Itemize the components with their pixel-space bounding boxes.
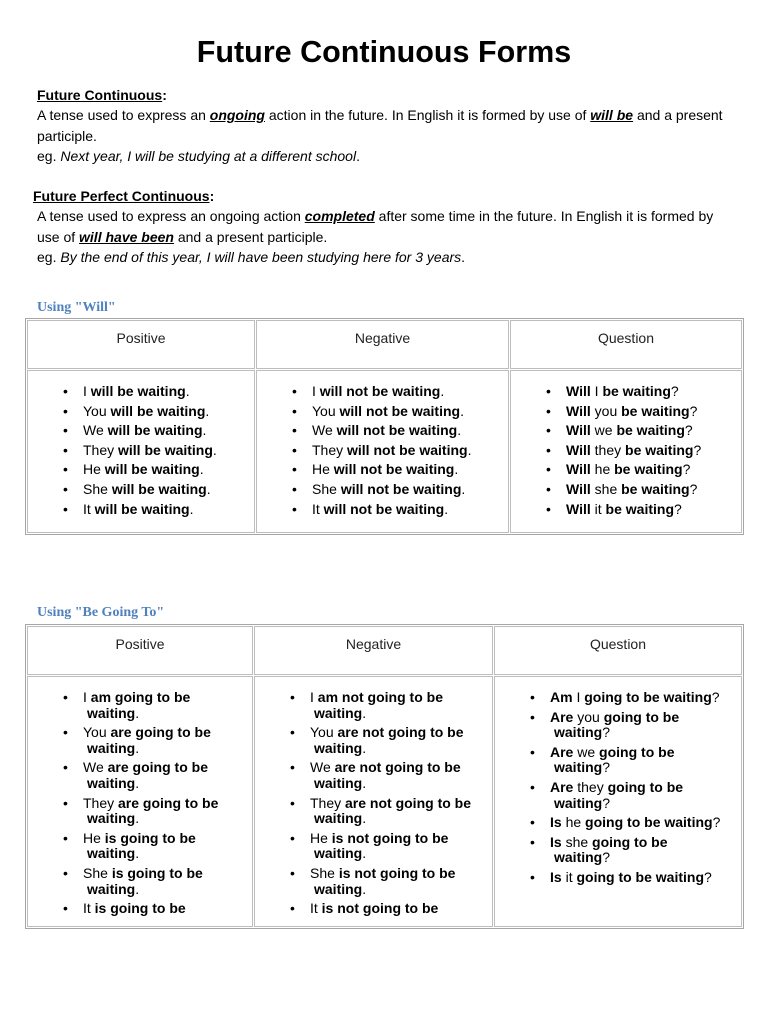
list-item [83, 724, 240, 756]
list-item [310, 724, 480, 756]
header-positive: Positive [27, 320, 255, 369]
text-run: ? [693, 441, 702, 458]
list-item [310, 864, 480, 897]
text-run: I [590, 383, 603, 399]
text-run: She [310, 864, 339, 881]
text-run: you [573, 708, 604, 725]
emphasized-text: going to be waiting [585, 814, 713, 831]
text-run: You [312, 402, 340, 419]
term-colon: : [162, 87, 167, 103]
text-run: ? [712, 814, 721, 831]
term-heading [33, 186, 732, 206]
text-run: ? [689, 480, 698, 497]
list-item [550, 708, 724, 741]
text-run: . [185, 383, 190, 399]
text-run: ? [602, 794, 611, 811]
text-run: He [83, 829, 105, 846]
definition-text [37, 206, 732, 247]
table-row [27, 370, 742, 533]
emphasized-text: completed [304, 208, 375, 225]
text-run: eg. [37, 248, 61, 265]
emphasized-text: be waiting [616, 422, 685, 439]
text-run: ? [684, 422, 693, 439]
text-run: eg. [37, 147, 61, 164]
text-run: She [83, 480, 112, 497]
list-item [83, 794, 240, 827]
emphasized-text: going to be waiting [554, 743, 675, 776]
emphasized-text: will be waiting [90, 383, 186, 399]
text-run: it [590, 500, 606, 517]
header-negative: Negative [256, 320, 509, 369]
table-row [27, 676, 742, 927]
text-run: after some time in the future. In English it is formed by use of [37, 208, 714, 245]
header-positive: Positive [27, 626, 253, 675]
term-name: Future Perfect Continuous [33, 188, 210, 204]
text-run: and a present participle. [173, 228, 328, 245]
text-run: he [561, 814, 586, 831]
emphasized-text: is not going to be [321, 900, 439, 917]
list-item [83, 864, 240, 897]
header-question: Question [494, 626, 742, 675]
text-run: We [312, 422, 337, 439]
will-forms-table [25, 318, 744, 535]
page-title: Future Continuous Forms [196, 35, 572, 69]
list-item [83, 441, 242, 459]
be-going-to-forms-table [25, 624, 744, 929]
list-item [566, 461, 729, 478]
emphasized-text: Will [566, 422, 591, 439]
text-run: he [590, 461, 615, 478]
text-run: ? [711, 689, 720, 705]
negative-cell [254, 676, 493, 927]
text-run: they [590, 441, 626, 458]
emphasized-text: will be waiting [104, 461, 200, 478]
text-run: A tense used to express an [37, 107, 210, 124]
text-run: It [83, 500, 95, 517]
emphasized-text: going to be waiting [554, 708, 680, 741]
emphasized-text: be waiting [605, 500, 674, 517]
list-item [566, 500, 729, 518]
emphasized-text: is not going to be waiting [314, 864, 456, 897]
emphasized-text: are going to be waiting [87, 759, 208, 791]
emphasized-text: Next year, I will be studying at a different school [60, 147, 357, 164]
list-item [83, 461, 242, 478]
emphasized-text: be waiting [621, 480, 690, 497]
text-run: A tense used to express an ongoing action [37, 208, 305, 225]
example-sentence [37, 247, 732, 267]
list-item [312, 402, 496, 420]
list-item [83, 422, 242, 439]
text-run: . [212, 441, 217, 458]
emphasized-text: will be [590, 107, 634, 124]
text-run: . [461, 248, 466, 265]
emphasized-text: am not going to be waiting [314, 689, 443, 721]
text-run: He [312, 461, 334, 478]
list-item [83, 829, 240, 862]
text-run: . [362, 810, 367, 827]
text-run: . [440, 383, 445, 399]
emphasized-text: are not going to be waiting [314, 759, 461, 791]
text-run: They [83, 794, 119, 811]
list-item [310, 829, 480, 862]
example-sentence [37, 146, 732, 166]
text-run: you [590, 402, 622, 419]
text-run: ? [674, 500, 682, 517]
list-item [83, 383, 242, 400]
negative-list [255, 690, 480, 917]
list-item [312, 500, 496, 518]
text-run: . [189, 500, 194, 517]
text-run: . [362, 880, 367, 897]
list-item [83, 500, 242, 518]
emphasized-text: Will [566, 441, 591, 458]
term-name: Future Continuous [37, 87, 163, 103]
text-run: ? [602, 724, 611, 741]
emphasized-text: am going to be waiting [87, 689, 191, 721]
text-run: I [83, 689, 91, 705]
text-run: We [83, 422, 108, 439]
text-run: . [135, 774, 140, 791]
emphasized-text: Will [566, 480, 591, 497]
emphasized-text: will not be waiting [333, 461, 455, 478]
text-run: You [83, 402, 111, 419]
emphasized-text: going to be waiting [576, 868, 705, 885]
positive-list [28, 690, 240, 917]
text-run: It [310, 900, 322, 917]
emphasized-text: ongoing [209, 107, 265, 124]
list-item [83, 759, 240, 791]
emphasized-text: will be waiting [110, 402, 206, 419]
text-run: . [467, 441, 472, 458]
emphasized-text: will be waiting [94, 500, 190, 517]
emphasized-text: Will [566, 500, 591, 517]
text-run: . [135, 704, 140, 721]
text-run: she [561, 833, 593, 850]
list-item [83, 689, 240, 721]
emphasized-text: will be waiting [107, 422, 203, 439]
text-run: . [444, 500, 449, 517]
list-item [312, 422, 496, 439]
list-item [566, 402, 729, 420]
emphasized-text: going to be waiting [554, 833, 668, 866]
text-run: We [310, 759, 335, 776]
text-run: She [312, 480, 341, 497]
emphasized-text: be waiting [602, 383, 671, 399]
list-item [310, 794, 480, 827]
emphasized-text: Am [550, 689, 573, 705]
text-run: . [362, 774, 367, 791]
list-item [566, 422, 729, 439]
list-item [83, 480, 242, 498]
emphasized-text: Is [550, 868, 562, 885]
emphasized-text: are going to be waiting [87, 724, 211, 756]
list-item [312, 441, 496, 459]
emphasized-text: By the end of this year, I will have been studying here for 3 years [60, 248, 462, 265]
emphasized-text: Is [550, 814, 562, 831]
term-colon: : [209, 188, 215, 204]
text-run: . [362, 704, 367, 721]
text-run: ? [682, 461, 691, 478]
emphasized-text: be waiting [625, 441, 694, 458]
emphasized-text: be waiting [614, 461, 683, 478]
list-item [550, 814, 724, 831]
text-run: . [206, 480, 211, 497]
emphasized-text: are going to be waiting [87, 794, 219, 827]
question-list [495, 690, 724, 886]
list-item [550, 743, 724, 776]
definition-future-continuous [37, 85, 732, 166]
definition-future-perfect-continuous [33, 186, 732, 267]
list-item [550, 833, 724, 866]
text-run: You [83, 724, 111, 741]
list-item [312, 480, 496, 498]
text-run: I [310, 689, 318, 705]
positive-cell [27, 370, 255, 533]
emphasized-text: Will [566, 402, 591, 419]
text-run: and a present participle. [37, 107, 723, 144]
text-run: they [573, 778, 608, 795]
list-item [566, 441, 729, 459]
list-item [310, 759, 480, 791]
emphasized-text: be waiting [621, 402, 690, 419]
text-run: we [573, 743, 600, 760]
text-run: I [83, 383, 91, 399]
positive-list [28, 384, 242, 517]
question-cell [494, 676, 742, 927]
text-run: He [83, 461, 105, 478]
text-run: I [572, 689, 585, 705]
list-item [550, 689, 724, 706]
definition-text [37, 105, 732, 146]
emphasized-text: will not be waiting [336, 422, 458, 439]
negative-cell [256, 370, 509, 533]
text-run: ? [602, 849, 611, 866]
list-item [312, 461, 496, 478]
text-run: . [135, 880, 140, 897]
text-run: They [310, 794, 346, 811]
text-run: . [457, 422, 462, 439]
header-negative: Negative [254, 626, 493, 675]
question-cell [510, 370, 742, 533]
emphasized-text: going to be waiting [584, 689, 712, 705]
emphasized-text: Are [550, 743, 574, 760]
text-run: ? [704, 868, 712, 885]
emphasized-text: are not going to be waiting [314, 794, 472, 827]
emphasized-text: is going to be waiting [87, 864, 203, 897]
emphasized-text: will not be waiting [323, 500, 445, 517]
text-run: . [460, 402, 464, 419]
emphasized-text: Will [566, 461, 591, 478]
text-run: We [83, 759, 108, 776]
list-item [310, 900, 480, 917]
emphasized-text: will not be waiting [347, 441, 468, 458]
text-run: . [202, 422, 207, 439]
text-run: . [454, 461, 459, 478]
emphasized-text: will have been [79, 228, 174, 245]
negative-list [257, 384, 496, 517]
text-run: ? [670, 383, 679, 399]
text-run: action in the future. In English it is formed by use of [264, 107, 591, 124]
emphasized-text: Will [566, 383, 591, 399]
emphasized-text: is going to be [94, 900, 186, 917]
question-list [511, 384, 729, 517]
emphasized-text: will be waiting [118, 441, 213, 458]
text-run: You [310, 724, 338, 741]
emphasized-text: Are [550, 708, 574, 725]
text-run: it [561, 868, 577, 885]
text-run: . [199, 461, 204, 478]
list-item [83, 402, 242, 420]
text-run: . [356, 147, 360, 164]
emphasized-text: Are [550, 778, 574, 795]
emphasized-text: will be waiting [111, 480, 207, 497]
text-run: . [135, 739, 140, 756]
text-run: . [362, 845, 367, 862]
header-question: Question [510, 320, 742, 369]
emphasized-text: are not going to be waiting [314, 724, 464, 756]
text-run: ? [689, 402, 698, 419]
list-item [310, 689, 480, 721]
text-run: ? [602, 759, 611, 776]
emphasized-text: is going to be waiting [87, 829, 196, 862]
list-item [550, 868, 724, 886]
list-item [550, 778, 724, 811]
text-run: They [312, 441, 348, 458]
text-run: It [83, 900, 95, 917]
emphasized-text: is not going to be waiting [314, 829, 449, 862]
emphasized-text: will not be waiting [339, 402, 461, 419]
emphasized-text: Is [550, 833, 562, 850]
text-run: She [83, 864, 112, 881]
text-run: she [590, 480, 622, 497]
text-run: . [362, 739, 367, 756]
text-run: . [135, 845, 140, 862]
text-run: . [205, 402, 210, 419]
text-run: It [312, 500, 324, 517]
emphasized-text: will not be waiting [319, 383, 441, 399]
text-run: They [83, 441, 119, 458]
text-run: . [461, 480, 466, 497]
list-item [83, 900, 240, 917]
emphasized-text: going to be waiting [554, 778, 684, 811]
text-run: we [590, 422, 617, 439]
table-header-row [27, 320, 742, 369]
text-run: I [312, 383, 320, 399]
table-header-row [27, 626, 742, 675]
emphasized-text: will not be waiting [340, 480, 462, 497]
list-item [312, 383, 496, 400]
term-heading [37, 85, 732, 105]
table-caption-will: Using "Will" [37, 300, 116, 315]
positive-cell [27, 676, 253, 927]
text-run: . [135, 810, 140, 827]
list-item [566, 383, 729, 400]
list-item [566, 480, 729, 498]
text-run: He [310, 829, 332, 846]
table-caption-be-going-to: Using "Be Going To" [37, 605, 165, 620]
